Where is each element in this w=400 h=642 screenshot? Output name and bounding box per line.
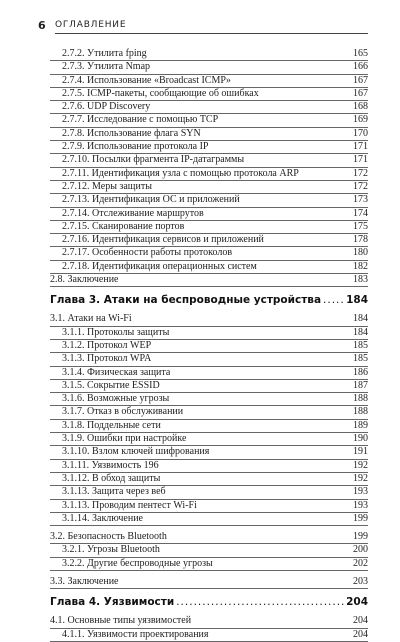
toc-page-number: 171	[353, 154, 368, 166]
toc-subsection-entry[interactable]	[50, 61, 368, 74]
toc-page-number: 167	[353, 74, 368, 86]
toc-section-entry[interactable]	[50, 274, 368, 287]
toc-subsection-entry[interactable]	[50, 406, 368, 419]
running-header-title: ОГЛАВЛЕНИЕ	[55, 20, 127, 30]
header-rule	[55, 33, 368, 34]
toc-entry-title: 2.7.17. Особенности работы протоколов	[62, 247, 233, 259]
toc-page-number: 166	[353, 61, 368, 73]
toc-subsection-entry[interactable]	[50, 486, 368, 499]
toc-entry-title: 3.1.4. Физическая защита	[62, 366, 171, 378]
toc-page-number: 199	[353, 512, 368, 524]
toc-entry-title: 2.7.4. Использование «Broadcast ICMP»	[62, 74, 231, 86]
toc-subsection-entry[interactable]	[50, 114, 368, 127]
toc-subsection-entry[interactable]	[50, 327, 368, 340]
toc-page-number: 199	[353, 531, 368, 543]
toc-page-number: 189	[353, 419, 368, 431]
toc-page-number: 188	[353, 406, 368, 418]
toc-entry-title: 3.1.11. Уязвимость 196	[62, 459, 159, 471]
running-header	[38, 19, 368, 35]
toc-page-number: 171	[353, 141, 368, 153]
toc-subsection-entry[interactable]	[50, 128, 368, 141]
toc-page-number: 174	[353, 207, 368, 219]
toc-page-number: 187	[353, 379, 368, 391]
toc-page-number: 192	[353, 472, 368, 484]
toc-page-number: 191	[353, 446, 368, 458]
toc-page-number: 193	[353, 499, 368, 511]
toc-entry-title: 2.7.5. ICMP-пакеты, сообщающие об ошибках	[62, 87, 259, 99]
toc-chapter-entry[interactable]	[50, 293, 368, 307]
toc-subsection-entry[interactable]	[50, 629, 368, 642]
toc-subsection-entry[interactable]	[50, 340, 368, 353]
toc-page-number: 173	[353, 194, 368, 206]
toc-entry-title: 4.1. Основные типы уязвимостей	[50, 615, 192, 627]
toc-subsection-entry[interactable]	[50, 460, 368, 473]
toc-entry-title: 2.7.2. Утилита fping	[62, 48, 147, 59]
toc-page-number: 193	[353, 486, 368, 498]
toc-entry-title: 3.2.1. Угрозы Bluetooth	[62, 544, 160, 556]
toc-page-number: 200	[353, 544, 368, 556]
toc-page-number: 170	[353, 127, 368, 139]
toc-page-number: 185	[353, 339, 368, 351]
toc-entry-title: 2.7.15. Сканирование портов	[62, 220, 185, 232]
toc-entry-title: 2.7.3. Утилита Nmap	[62, 61, 151, 73]
toc-entry-title: 3.1.1. Протоколы защиты	[62, 326, 170, 338]
toc-entry-title: 3.1.13. Проводим пентест Wi-Fi	[62, 499, 197, 511]
toc-subsection-entry[interactable]	[50, 500, 368, 513]
toc-subsection-entry[interactable]	[50, 544, 368, 557]
toc-page-number: 204	[353, 628, 368, 640]
toc-entry-title: Глава 4. Уязвимости	[50, 596, 175, 609]
toc-entry-title: 2.7.16. Идентификация сервисов и приложений	[62, 234, 264, 246]
toc-entry-title: 2.7.11. Идентификация узла с помощью протокола ARP	[62, 167, 299, 179]
toc-page-number: 202	[353, 557, 368, 569]
toc-section-entry[interactable]	[50, 576, 368, 589]
toc-entry-title: 3.1.3. Протокол WPA	[62, 353, 152, 365]
toc-subsection-entry[interactable]	[50, 433, 368, 446]
dot-leader	[176, 595, 344, 609]
toc-entry-title: 3.1.7. Отказ в обслуживании	[62, 406, 184, 418]
toc-subsection-entry[interactable]	[50, 261, 368, 274]
toc-page-number: 203	[353, 575, 368, 587]
toc-section-entry[interactable]	[50, 615, 368, 628]
page-number: 6	[38, 19, 46, 32]
table-of-contents	[50, 48, 368, 642]
toc-entry-title: 2.7.13. Идентификация ОС и приложений	[62, 194, 240, 206]
toc-section-entry[interactable]	[50, 531, 368, 544]
toc-page-number: 204	[346, 596, 368, 609]
toc-entry-title: 3.1.12. В обход защиты	[62, 472, 161, 484]
toc-entry-title: 3.1.2. Протокол WEP	[62, 339, 152, 351]
toc-subsection-entry[interactable]	[50, 208, 368, 221]
toc-page-number: 168	[353, 101, 368, 113]
toc-entry-title: 2.7.10. Посылки фрагмента IP-датаграммы	[62, 154, 245, 166]
toc-page-number: 188	[353, 393, 368, 405]
toc-entry-title: 2.7.8. Использование флага SYN	[62, 127, 201, 139]
toc-entry-title: 2.8. Заключение	[50, 274, 119, 286]
toc-page-number: 167	[353, 87, 368, 99]
toc-page-number: 192	[353, 459, 368, 471]
toc-subsection-entry[interactable]	[50, 234, 368, 247]
toc-page-number: 185	[353, 353, 368, 365]
toc-page-number: 183	[353, 274, 368, 286]
toc-section-entry[interactable]	[50, 313, 368, 326]
toc-page-number: 184	[353, 313, 368, 325]
toc-subsection-entry[interactable]	[50, 247, 368, 260]
toc-subsection-entry[interactable]	[50, 101, 368, 114]
toc-entry-title: 2.7.12. Меры защиты	[62, 180, 152, 192]
toc-subsection-entry[interactable]	[50, 513, 368, 526]
toc-entry-title: 3.1.10. Взлом ключей шифрования	[62, 446, 210, 458]
toc-subsection-entry[interactable]	[50, 168, 368, 181]
toc-subsection-entry[interactable]	[50, 380, 368, 393]
toc-chapter-entry[interactable]	[50, 595, 368, 609]
toc-subsection-entry[interactable]	[50, 194, 368, 207]
toc-page-number: 172	[353, 180, 368, 192]
toc-page-number: 180	[353, 247, 368, 259]
toc-subsection-entry[interactable]	[50, 367, 368, 380]
toc-entry-title: 3.3. Заключение	[50, 575, 119, 587]
toc-page-number: 184	[353, 326, 368, 338]
toc-entry-title: 3.1.13. Защита через веб	[62, 486, 166, 498]
toc-subsection-entry[interactable]	[50, 420, 368, 433]
toc-entry-title: 2.7.6. UDP Discovery	[62, 101, 151, 113]
toc-subsection-entry[interactable]	[50, 221, 368, 234]
toc-page-number: 178	[353, 234, 368, 246]
toc-subsection-entry[interactable]	[50, 446, 368, 459]
toc-entry-title: 2.7.14. Отслеживание маршрутов	[62, 207, 204, 219]
toc-subsection-entry[interactable]	[50, 353, 368, 366]
toc-page-number: 190	[353, 433, 368, 445]
toc-page-number: 184	[346, 294, 368, 307]
toc-entry-title: 2.7.9. Использование протокола IP	[62, 141, 209, 153]
toc-subsection-entry[interactable]	[50, 473, 368, 486]
toc-subsection-entry[interactable]	[50, 154, 368, 167]
toc-page-number: 169	[353, 114, 368, 126]
toc-page-number: 186	[353, 366, 368, 378]
toc-entry-title: 3.1.8. Поддельные сети	[62, 419, 161, 431]
toc-page-number: 175	[353, 220, 368, 232]
toc-page-number: 165	[353, 48, 368, 59]
toc-entry-title: 3.2. Безопасность Bluetooth	[50, 531, 167, 543]
toc-entry-title: 3.1.5. Сокрытие ESSID	[62, 379, 160, 391]
toc-subsection-entry[interactable]	[50, 88, 368, 101]
toc-entry-title: 4.1.1. Уязвимости проектирования	[62, 628, 209, 640]
toc-page-number: 182	[353, 260, 368, 272]
toc-entry-title: 2.7.7. Исследование с помощью TCP	[62, 114, 219, 126]
toc-subsection-entry[interactable]	[50, 75, 368, 88]
toc-subsection-entry[interactable]	[50, 48, 368, 61]
toc-entry-title: 2.7.18. Идентификация операционных систем	[62, 260, 257, 272]
toc-entry-title: 3.2.2. Другие беспроводные угрозы	[62, 557, 213, 569]
toc-entry-title: 3.1. Атаки на Wi-Fi	[50, 313, 132, 325]
toc-entry-title: 3.1.9. Ошибки при настройке	[62, 433, 187, 445]
toc-subsection-entry[interactable]	[50, 558, 368, 571]
toc-page-number: 204	[353, 615, 368, 627]
dot-leader	[323, 293, 344, 307]
toc-subsection-entry[interactable]	[50, 141, 368, 154]
toc-subsection-entry[interactable]	[50, 181, 368, 194]
toc-entry-title: 3.1.6. Возможные угрозы	[62, 393, 170, 405]
toc-subsection-entry[interactable]	[50, 393, 368, 406]
toc-page-number: 172	[353, 167, 368, 179]
toc-entry-title: 3.1.14. Заключение	[62, 512, 143, 524]
toc-entry-title: Глава 3. Атаки на беспроводные устройства	[50, 294, 322, 307]
